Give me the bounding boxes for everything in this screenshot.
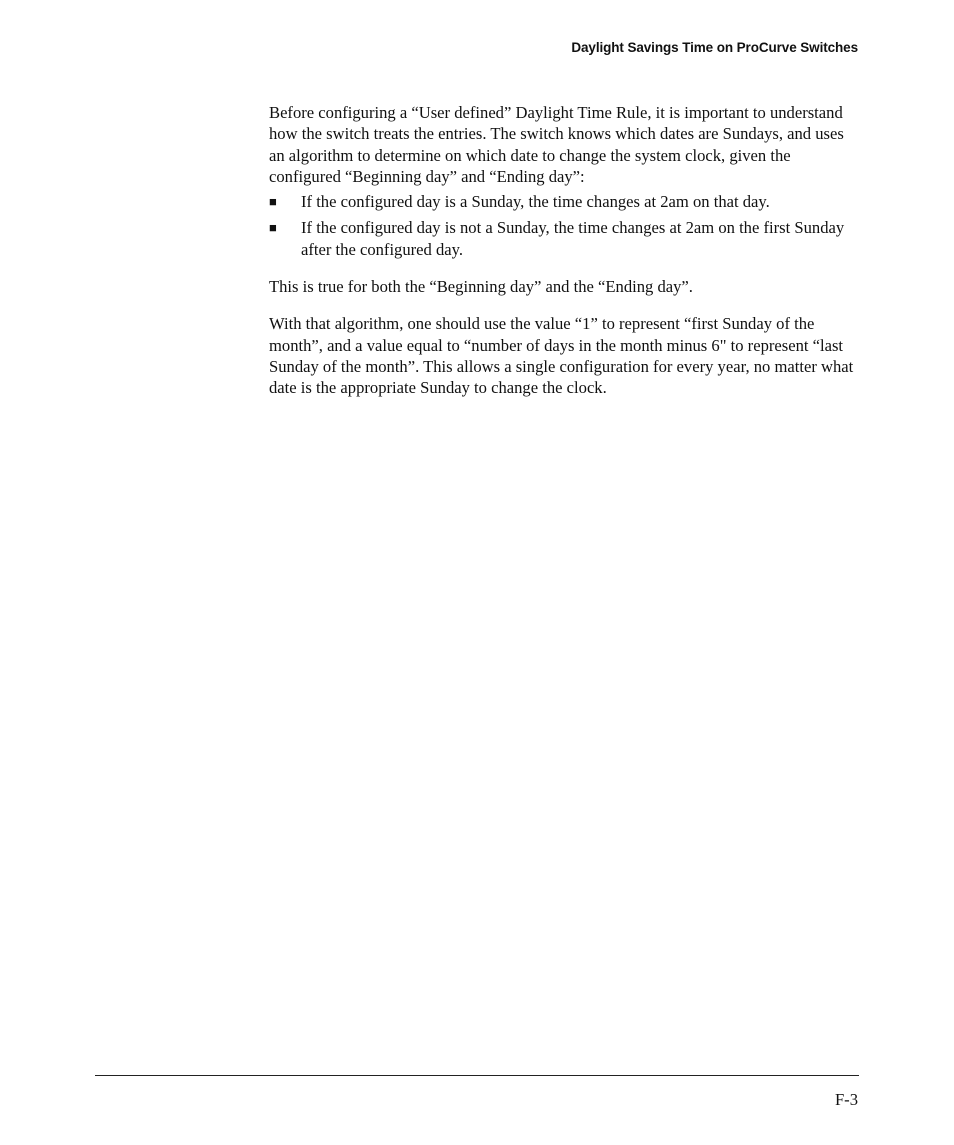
footer-divider [95, 1075, 859, 1076]
running-header-title: Daylight Savings Time on ProCurve Switches [571, 40, 858, 55]
paragraph-algorithm: With that algorithm, one should use the value “1” to represent “first Sunday of the month”, and a value equal to “number of days in the month minus 6" to represent “last Sunday of the month”. This allows a single configuration for every year, no matter what date is the appropriate Sunday to change the clock. [269, 314, 854, 398]
body-content [269, 102, 859, 399]
bullet-list [269, 191, 859, 260]
page-number: F-3 [834, 1090, 858, 1109]
bullet-text: If the configured day is a Sunday, the time changes at 2am on that day. [301, 192, 770, 212]
square-bullet-icon: ■ [269, 220, 277, 236]
intro-paragraph: Before configuring a “User defined” Daylight Time Rule, it is important to understand how the switch treats the entries. The switch knows which dates are Sundays, and uses an algorithm to determine on which date to change the system clock, given the configured “Beginning day” and “Ending day”: [269, 103, 844, 186]
paragraph-both-days: This is true for both the “Beginning day” and the “Ending day”. [269, 277, 693, 297]
bullet-text: If the configured day is not a Sunday, the time changes at 2am on the first Sunday after the configured day. [301, 218, 845, 259]
square-bullet-icon: ■ [269, 194, 277, 210]
list-item [269, 191, 859, 212]
list-item [269, 217, 859, 260]
